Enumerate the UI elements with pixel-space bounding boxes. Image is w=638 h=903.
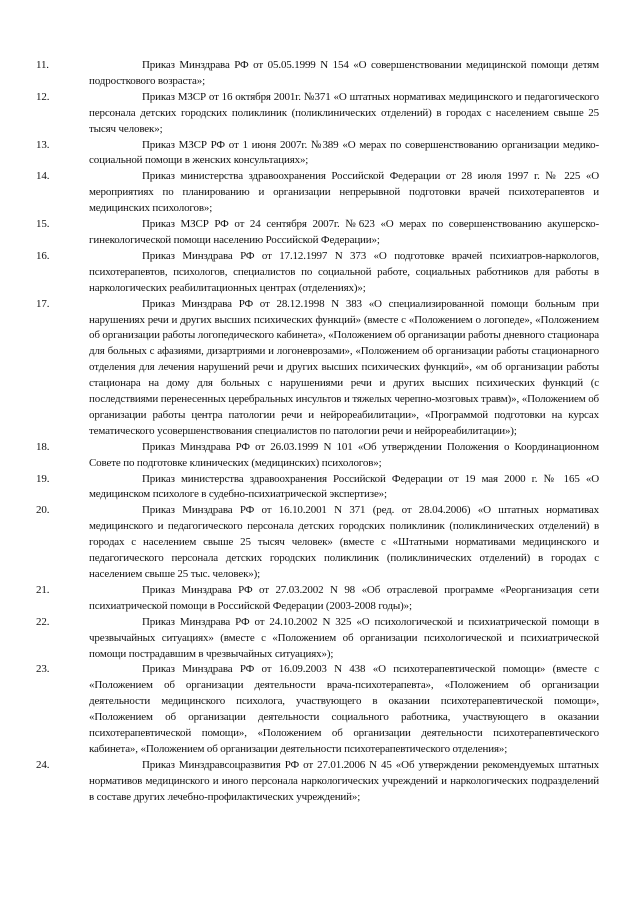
list-item-text: Приказ Минздравсоцразвития РФ от 27.01.2006 N 45 «Об утверждении рекомендуемых штатных нормативов медицинского и иного персонала наркологических учреждений и наркологических подразделений в составе других лечебно-профилактических учреждений»; xyxy=(89,758,599,803)
list-item-number: 18. xyxy=(36,440,50,453)
list-item-text: Приказ Минздрава РФ от 16.09.2003 N 438 «О психотерапевтической помощи» (вместе с «Положением об организации деятельности врача-психотерапевта», «Положением об организации деятельности медицинского психолога, участвующего в оказании психотерапевтической помощи», «Положением об организации деятельности социального работника, участвующего в оказании психотерапевтической помощи», «Положением об организации деятельности психотерапевтического кабинета», «Положением об организации деятельности психотерапевтического отделения»; xyxy=(89,663,599,755)
list-item-text: Приказ министерства здравоохранения Российской Федерации от 19 мая 2000 г. № 165 «О медицинском психологе в судебно-психиатрической экспертизе»; xyxy=(89,472,599,501)
list-item xyxy=(36,662,599,757)
list-item-text: Приказ Минздрава РФ от 26.03.1999 N 101 «Об утверждении Положения о Координационном Совете по подготовке клинических (медицинских) психологов»; xyxy=(89,440,599,469)
regulations-list xyxy=(36,58,599,806)
list-item xyxy=(36,615,599,663)
list-item-number: 19. xyxy=(36,472,50,485)
list-item-number: 14. xyxy=(36,170,50,183)
list-item xyxy=(36,58,599,90)
list-item xyxy=(36,440,599,472)
list-item-text: Приказ Минздрава РФ от 05.05.1999 N 154 «О совершенствовании медицинской помощи детям подросткового возраста»; xyxy=(89,59,599,87)
list-item-number: 12. xyxy=(36,90,50,103)
list-item-text: Приказ Минздрава РФ от 24.10.2002 N 325 «О психологической и психиатрической помощи в чрезвычайных ситуациях» (вместе с «Положением об организации психологической и психиатрической помощи пострадавшим в чрезвычайных ситуациях»); xyxy=(89,615,599,660)
list-item xyxy=(36,138,599,170)
list-item-text: Приказ Минздрава РФ от 16.10.2001 N 371 (ред. от 28.04.2006) «О штатных нормативах медицинского и педагогического персонала детских городских поликлиник (поликлинических отделений) в городах с населением свыше 25 тысяч человек» (вместе с «Штатными нормативами медицинского и педагогического персонала детских городских поликлиник (поликлинических отделений) в городах с населением свыше 25 тыс. человек»); xyxy=(89,504,599,580)
list-item-text: Приказ Минздрава РФ от 27.03.2002 N 98 «Об отраслевой программе «Реорганизация сети психиатрической помощи в Российской Федерации (2003-2008 годы)»; xyxy=(89,583,599,612)
list-item-text: Приказ Минздрава РФ от 17.12.1997 N 373 «О подготовке врачей психиатров-наркологов, психотерапевтов, психологов, специалистов по социальной работе, социальных работников для работы в наркологических реабилитационных центрах (отделениях)»; xyxy=(89,249,599,294)
list-item-number: 20. xyxy=(36,504,50,517)
list-item-text: Приказ Минздрава РФ от 28.12.1998 N 383 «О специализированной помощи больным при нарушениях речи и других высших психических функций» (вместе с «Положением о логопеде», «Положением об организации работы логопедического кабинета», «Положением об организации работы дневного стационара для больных с афазиями, дизартриями и логоневрозами», «Положением об организации работы стационарного отделения для лечения нарушений речи и других высших психических функций», «м об организации работы стационара на дому для больных с нарушениями речи и других высших психических функций (с последствиями перенесенных церебральных инсультов и тяжелых черепно-мозговых травм)», «Положением об организации работы центра патологии речи и нейрореабилитации», «Программой подготовки на курсах тематического усовершенствования специалистов по патологии речи и нейрореабилитации»); xyxy=(89,297,599,437)
list-item xyxy=(36,249,599,297)
list-item-text: Приказ МЗСР РФ от 24 сентября 2007г. №623 «О мерах по совершенствованию акушерско-гинекологической помощи населению Российской Федерации»; xyxy=(89,218,599,246)
list-item-number: 23. xyxy=(36,663,50,676)
list-item-text: Приказ министерства здравоохранения Российской Федерации от 28 июля 1997 г. № 225 «О мероприятиях по планированию и организации непрерывной подготовки врачей психотерапевтов и медицинских психологов»; xyxy=(89,170,599,215)
list-item xyxy=(36,472,599,504)
list-item-number: 16. xyxy=(36,249,50,262)
list-item xyxy=(36,503,599,583)
list-item-number: 22. xyxy=(36,615,50,628)
list-item xyxy=(36,297,599,440)
list-item xyxy=(36,758,599,806)
list-item-number: 21. xyxy=(36,583,50,596)
list-item-number: 15. xyxy=(36,218,50,231)
list-item xyxy=(36,217,599,249)
list-item-number: 17. xyxy=(36,297,50,310)
list-item-number: 11. xyxy=(36,59,49,71)
list-item-text: Приказ МЗСР РФ от 1 июня 2007г. №389 «О мерах по совершенствованию организации медико-социальной помощи в женских консультациях»; xyxy=(89,138,599,167)
list-item xyxy=(36,169,599,217)
list-item xyxy=(36,90,599,138)
list-item-text: Приказ МЗСР от 16 октября 2001г. №371 «О штатных нормативах медицинского и педагогического персонала детских городских поликлиник (поликлинических отделений) в городах с населением свыше 25 тысяч человек»; xyxy=(89,90,599,135)
list-item-number: 13. xyxy=(36,138,50,151)
list-item-number: 24. xyxy=(36,758,50,771)
list-item xyxy=(36,583,599,615)
